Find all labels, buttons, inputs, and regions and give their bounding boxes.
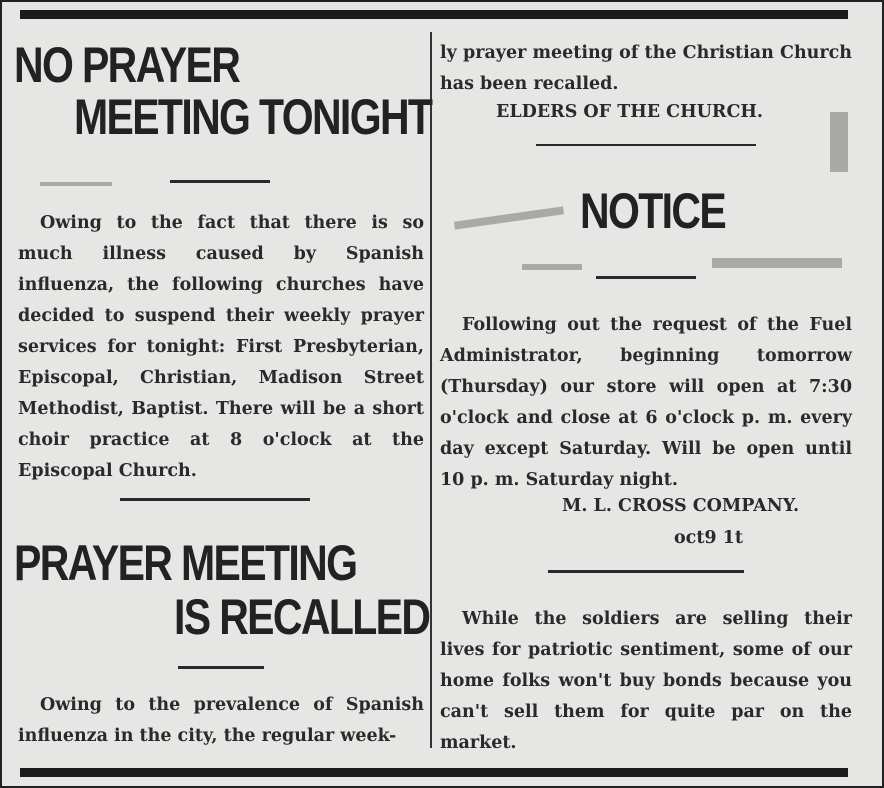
headline-prayer-recalled-line-2: IS RECALLED: [174, 589, 430, 645]
headline-no-prayer-line-2: MEETING TONIGHT: [74, 89, 432, 145]
article-no-prayer-text: Owing to the fact that there is so much illness caused by Spanish influenza, the following churches have decided to suspend their weekly prayer services for tonight: First Presbyterian, Episcopal, Christian, Madison Street Methodist, Baptist. There will be a short choir practice at 8 o'clock at the Episcopal Church.: [18, 213, 424, 481]
filler-separator-rule: [548, 570, 744, 573]
notice-signature: M. L. CROSS COMPANY.: [562, 496, 800, 516]
notice-headline-rule: [596, 276, 696, 279]
filler-body-text: While the soldiers are selling their lives for patriotic sentiment, some of our home folks won't buy bonds because you can't sell them for quite par on the market.: [440, 609, 852, 753]
top-border-rule: [20, 10, 848, 19]
headline-no-prayer-line-1: NO PRAYER: [14, 37, 240, 93]
print-smudge: [712, 258, 842, 268]
print-smudge: [454, 206, 564, 229]
bottom-border-rule: [20, 768, 848, 777]
headline-rule-1: [170, 180, 270, 183]
print-smudge: [522, 264, 582, 270]
article-recalled-body: [18, 690, 424, 752]
headline-notice: NOTICE: [580, 183, 726, 239]
notice-body: [440, 310, 852, 496]
filler-body: [440, 604, 852, 759]
article-no-prayer-body: [18, 208, 424, 487]
article-recalled-text: Owing to the prevalence of Spanish influenza in the city, the regular week-: [18, 695, 424, 746]
headline-rule-2: [178, 666, 264, 669]
article-recalled-continued-text: ly prayer meeting of the Christian Church has been recalled.: [440, 43, 852, 94]
print-smudge: [830, 112, 848, 172]
notice-insertion-code: oct9 1t: [674, 528, 743, 548]
article-recalled-continued: [440, 38, 852, 100]
print-smudge: [40, 182, 112, 186]
notice-top-rule: [536, 144, 756, 146]
notice-body-text: Following out the request of the Fuel Administrator, beginning tomorrow (Thursday) our store will open at 7:30 o'clock and close at 6 o'clock p. m. every day except Saturday. Will be open until 10 p. m. Saturday night.: [440, 315, 852, 490]
signature-elders: ELDERS OF THE CHURCH.: [496, 102, 764, 122]
headline-prayer-recalled-line-1: PRAYER MEETING: [14, 535, 357, 591]
article-separator-rule: [120, 498, 310, 503]
